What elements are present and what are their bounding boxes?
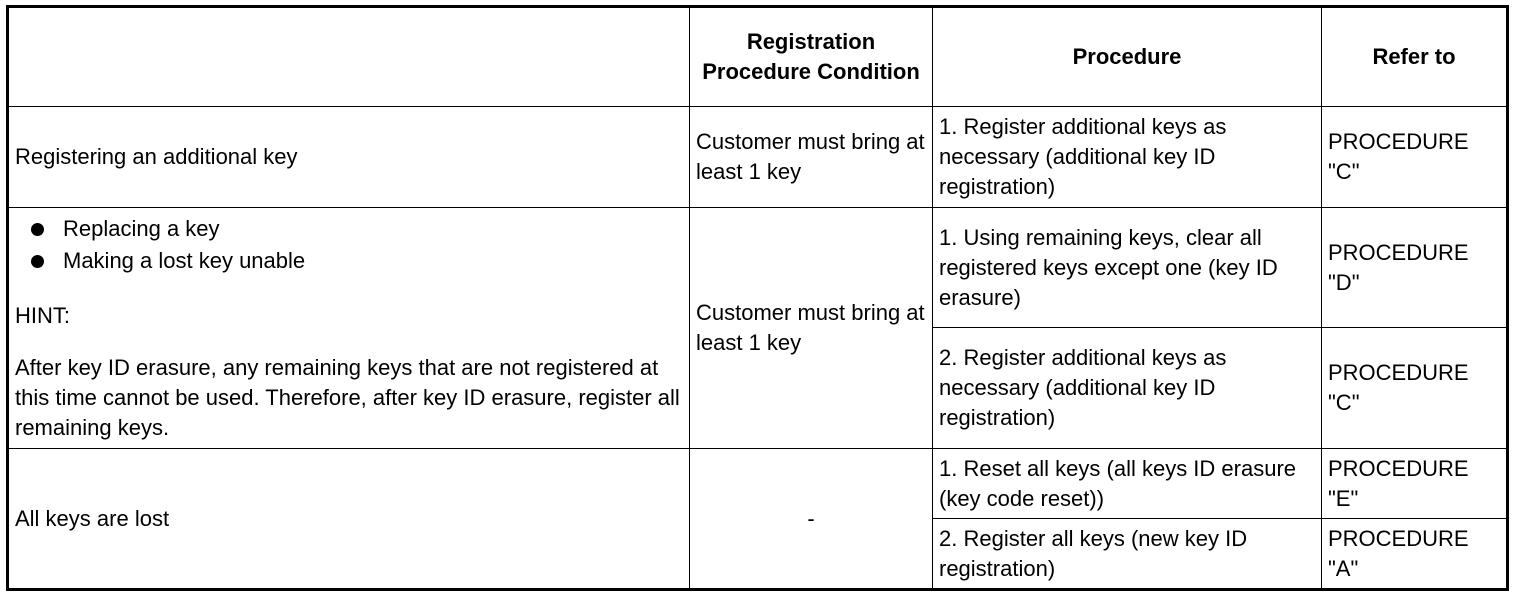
header-condition: Registration Procedure Condition [690, 7, 933, 107]
refer-cell: PROCEDURE "A" [1322, 519, 1508, 590]
procedure-cell: 2. Register all keys (new key ID registration) [933, 519, 1322, 590]
refer-cell: PROCEDURE "C" [1322, 328, 1508, 449]
key-registration-table-container [6, 5, 1509, 591]
procedure-cell: 1. Reset all keys (all keys ID erasure (key code reset)) [933, 449, 1322, 519]
situation-cell [8, 208, 690, 449]
bullet-icon [31, 255, 44, 268]
hint-label: HINT: [15, 303, 70, 328]
bullet-icon [31, 223, 44, 236]
procedure-cell: 2. Register additional keys as necessary (additional key ID registration) [933, 328, 1322, 449]
situation-cell: Registering an additional key [8, 107, 690, 208]
key-registration-table [6, 5, 1509, 591]
hint-text: After key ID erasure, any remaining keys that are not registered at this time cannot be used. Therefore, after key ID erasure, register all remaining keys. [15, 355, 680, 440]
procedure-cell: 1. Register additional keys as necessary (additional key ID registration) [933, 107, 1322, 208]
header-refer-to: Refer to [1322, 7, 1508, 107]
condition-cell: - [690, 449, 933, 590]
bullet-text: Making a lost key unable [63, 248, 306, 273]
list-item [29, 213, 683, 245]
condition-cell: Customer must bring at least 1 key [690, 107, 933, 208]
condition-cell: Customer must bring at least 1 key [690, 208, 933, 449]
situation-bullet-list [15, 213, 683, 277]
header-row [8, 7, 1508, 107]
list-item [29, 245, 683, 277]
table-row [8, 449, 1508, 519]
bullet-text: Replacing a key [63, 216, 220, 241]
header-situation [8, 7, 690, 107]
table-row [8, 107, 1508, 208]
situation-cell: All keys are lost [8, 449, 690, 590]
header-procedure: Procedure [933, 7, 1322, 107]
refer-cell: PROCEDURE "C" [1322, 107, 1508, 208]
table-row [8, 208, 1508, 328]
refer-cell: PROCEDURE "E" [1322, 449, 1508, 519]
procedure-cell: 1. Using remaining keys, clear all registered keys except one (key ID erasure) [933, 208, 1322, 328]
refer-cell: PROCEDURE "D" [1322, 208, 1508, 328]
